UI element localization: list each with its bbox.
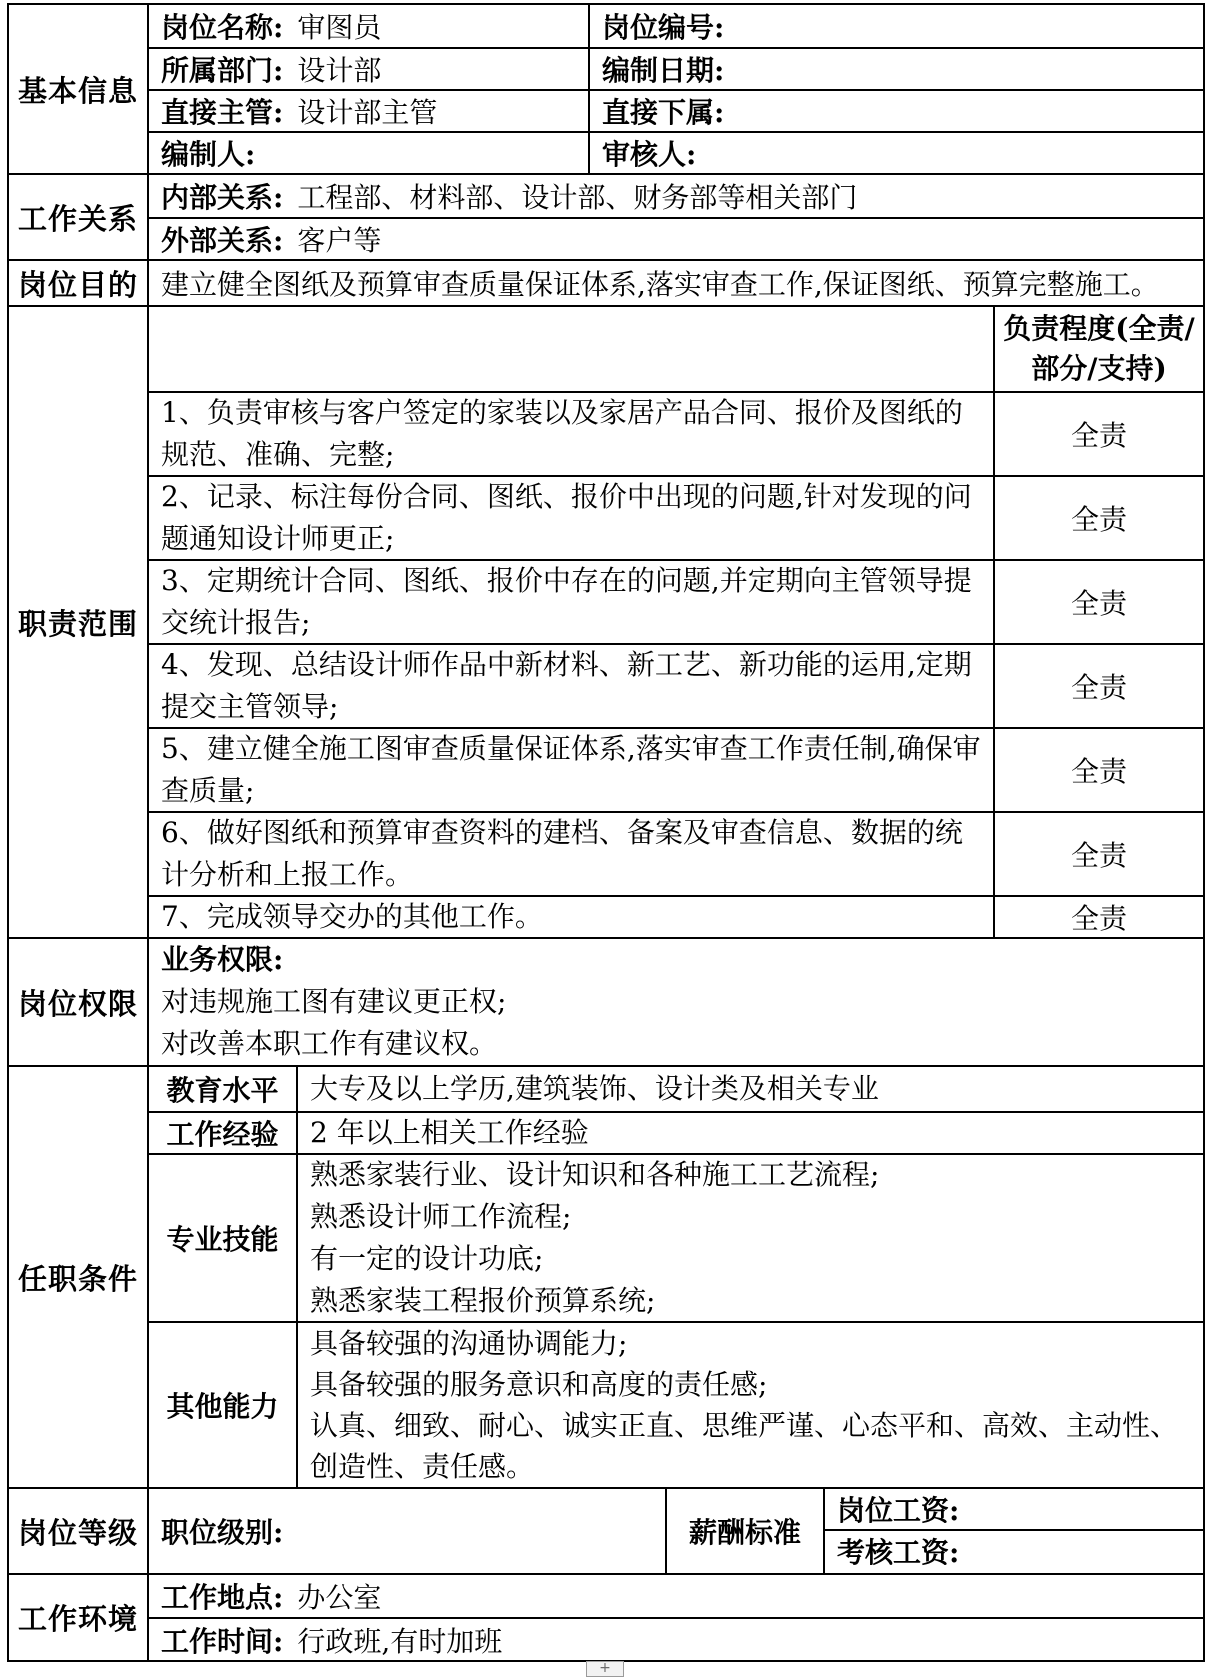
table-row <box>149 89 1203 131</box>
authority-line: 对违规施工图有建议更正权; <box>161 985 507 1018</box>
field-label: 编制日期: <box>602 54 725 87</box>
qualification-label: 其他能力 <box>149 1323 298 1487</box>
job-authority-text <box>149 939 1203 1065</box>
responsibility-text: 2、记录、标注每份合同、图纸、报价中出现的问题,针对发现的问题通知设计师更正; <box>149 477 995 559</box>
qualification-label: 教育水平 <box>149 1067 298 1111</box>
field-label: 考核工资: <box>837 1536 960 1569</box>
field-value: 审图员 <box>297 11 382 44</box>
field-label: 工作地点: <box>161 1581 284 1614</box>
responsibility-degree: 全责 <box>1070 671 1127 704</box>
section-job-grade <box>9 1487 1203 1573</box>
table-row <box>149 1617 1203 1660</box>
responsibility-degree: 全责 <box>1070 755 1127 788</box>
responsibility-degree: 全责 <box>1070 587 1127 620</box>
salary-cells <box>825 1489 1203 1573</box>
qualification-row-other-abilities <box>149 1321 1203 1487</box>
section-job-purpose <box>9 259 1203 305</box>
table-row <box>149 131 1203 173</box>
responsibility-text: 4、发现、总结设计师作品中新材料、新工艺、新功能的运用,定期提交主管领导; <box>149 645 995 727</box>
salary-standard-label: 薪酬标准 <box>667 1489 825 1573</box>
responsibility-row <box>149 391 1203 475</box>
field-reviewed-by <box>590 133 1203 173</box>
field-value: 工程部、材料部、设计部、财务部等相关部门 <box>297 181 858 214</box>
qualification-row-skills <box>149 1153 1203 1321</box>
qualification-content <box>298 1323 1203 1487</box>
field-label: 直接主管: <box>161 96 284 129</box>
authority-heading: 业务权限: <box>161 943 284 976</box>
table-row <box>149 1489 1203 1573</box>
responsibility-degree: 全责 <box>1070 839 1127 872</box>
qualification-line: 具备较强的沟通协调能力; <box>310 1327 628 1360</box>
qualification-row-experience <box>149 1111 1203 1153</box>
category-job-purpose: 岗位目的 <box>9 261 149 305</box>
qualification-line: 熟悉家装工程报价预算系统; <box>310 1284 656 1317</box>
qualification-line: 大专及以上学历,建筑装饰、设计类及相关专业 <box>310 1072 879 1105</box>
responsibility-header-row <box>149 307 1203 391</box>
category-basic-info: 基本信息 <box>9 5 149 173</box>
category-qualifications: 任职条件 <box>9 1067 149 1487</box>
add-content-button[interactable]: + <box>586 1661 624 1677</box>
field-direct-subordinates <box>590 91 1203 131</box>
responsibility-degree: 全责 <box>1070 419 1127 452</box>
category-responsibilities: 职责范围 <box>9 307 149 937</box>
responsibility-degree: 全责 <box>1070 503 1127 536</box>
qualification-label: 专业技能 <box>149 1155 298 1321</box>
field-value: 设计部 <box>297 54 382 87</box>
table-row <box>149 217 1203 259</box>
field-external-relations <box>149 219 1203 259</box>
responsibility-text: 6、做好图纸和预算审查资料的建档、备案及审查信息、数据的统计分析和上报工作。 <box>149 813 995 895</box>
field-post-salary <box>825 1489 1203 1529</box>
qualification-line: 有一定的设计功底; <box>310 1242 544 1275</box>
responsibility-text: 7、完成领导交办的其他工作。 <box>149 897 995 937</box>
field-value: 办公室 <box>297 1581 382 1614</box>
field-position-level <box>149 1489 667 1573</box>
category-work-relations: 工作关系 <box>9 175 149 259</box>
table-row <box>149 47 1203 89</box>
authority-line: 对改善本职工作有建议权。 <box>161 1027 498 1060</box>
section-basic-info <box>9 5 1203 173</box>
table-row <box>149 1575 1203 1617</box>
field-value: 行政班,有时加班 <box>297 1624 503 1658</box>
responsibility-text: 1、负责审核与客户签定的家装以及家居产品合同、报价及图纸的规范、准确、完整; <box>149 393 995 475</box>
responsibility-degree: 全责 <box>1070 902 1127 935</box>
responsibility-row <box>149 727 1203 811</box>
responsibility-row <box>149 559 1203 643</box>
field-label: 工作时间: <box>161 1624 284 1658</box>
job-description-table <box>7 3 1205 1662</box>
responsibility-text: 3、定期统计合同、图纸、报价中存在的问题,并定期向主管领导提交统计报告; <box>149 561 995 643</box>
responsibility-text: 5、建立健全施工图审查质量保证体系,落实审查工作责任制,确保审查质量; <box>149 729 995 811</box>
qualification-content <box>298 1155 1203 1321</box>
degree-header-label: 负责程度(全责/部分/支持) <box>1003 312 1195 385</box>
field-direct-supervisor <box>149 91 590 131</box>
section-work-environment <box>9 1573 1203 1660</box>
qualification-content <box>298 1113 1203 1153</box>
field-work-hours <box>149 1619 1203 1660</box>
field-work-location <box>149 1575 1203 1617</box>
qualification-line: 熟悉家装行业、设计知识和各种施工工艺流程; <box>310 1158 880 1191</box>
field-position-name <box>149 5 590 47</box>
responsibility-row <box>149 475 1203 559</box>
field-label: 职位级别: <box>161 1516 284 1549</box>
section-job-authority <box>9 937 1203 1065</box>
qualification-line: 认真、细致、耐心、诚实正直、思维严谨、心态平和、高效、主动性、创造性、责任感。 <box>310 1409 1179 1483</box>
responsibility-row <box>149 643 1203 727</box>
section-work-relations <box>9 173 1203 259</box>
qualification-line: 熟悉设计师工作流程; <box>310 1200 572 1233</box>
field-label: 外部关系: <box>161 224 284 257</box>
table-row <box>149 175 1203 217</box>
field-label: 直接下属: <box>602 96 725 129</box>
category-work-environment: 工作环境 <box>9 1575 149 1660</box>
field-label: 编制人: <box>161 138 256 171</box>
qualification-row-education <box>149 1067 1203 1111</box>
degree-header-cell <box>995 307 1203 391</box>
qualification-label: 工作经验 <box>149 1113 298 1153</box>
field-label: 内部关系: <box>161 181 284 214</box>
responsibility-row <box>149 811 1203 895</box>
job-purpose-text: 建立健全图纸及预算审查质量保证体系,落实审查工作,保证图纸、预算完整施工。 <box>161 268 1159 301</box>
category-job-authority: 岗位权限 <box>9 939 149 1065</box>
field-label: 审核人: <box>602 138 697 171</box>
field-prepared-by <box>149 133 590 173</box>
field-value: 设计部主管 <box>297 96 438 129</box>
field-creation-date <box>590 49 1203 89</box>
qualification-content <box>298 1067 1203 1111</box>
responsibility-row <box>149 895 1203 937</box>
field-label: 岗位编号: <box>602 11 725 44</box>
table-row <box>149 261 1203 305</box>
field-department <box>149 49 590 89</box>
section-qualifications <box>9 1065 1203 1487</box>
table-row <box>149 939 1203 1065</box>
field-label: 所属部门: <box>161 54 284 87</box>
field-label: 岗位名称: <box>161 11 284 44</box>
field-value: 客户等 <box>297 224 382 257</box>
table-row <box>149 5 1203 47</box>
qualification-line: 具备较强的服务意识和高度的责任感; <box>310 1368 768 1401</box>
responsibility-header-empty-cell <box>149 307 995 391</box>
field-label: 岗位工资: <box>837 1494 960 1527</box>
field-assessment-salary <box>825 1529 1203 1571</box>
section-responsibilities <box>9 305 1203 937</box>
field-internal-relations <box>149 175 1203 217</box>
category-job-grade: 岗位等级 <box>9 1489 149 1573</box>
qualification-line: 2 年以上相关工作经验 <box>310 1116 589 1149</box>
field-position-code <box>590 5 1203 47</box>
